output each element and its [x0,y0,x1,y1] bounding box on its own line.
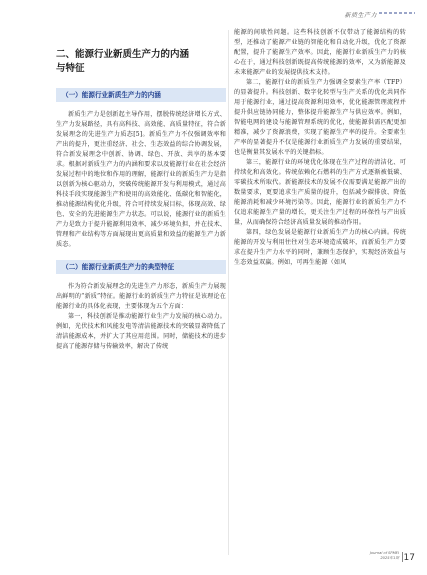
header-decoration [379,12,415,14]
journal-name: Journal of SPMEI [369,551,399,555]
column-divider [228,30,229,555]
section-heading-line2: 与特征 [56,63,85,74]
subheading-features: （二）能源行业新质生产力的典型特征 [56,260,226,274]
section-heading-line1: 二、能源行业新质生产力的内涵 [56,49,190,60]
paragraph: 第二，能源行业的新质生产力强调全要素生产率（TFP）的显著提升。科技创新、数字化转型与生产关系的优化共同作用于能源行业，通过提高资源利用效率，优化能源管理流程并提升供应链协同能力，整体提升能源生产与供应效率。例如，智能电网的建设与能源管理系统的优化，使能源供需匹配更加精准，减少了资源浪费，实现了能源生产率的提升。全要素生产率的显著提升不仅是能源行业新质生产力发展的重要结果，也是衡量其发展水平的关键指标。 [234,79,406,156]
paragraph: 作为符合新发展理念的先进生产力形态，新质生产力展现出鲜明的“新质”特征。能源行业的新质生产力特征是该理论在能源行业的具体化表现，主要体现为五个方面： [56,283,226,310]
paragraph: 能源的间歇性问题。这些科技创新不仅带动了能源结构的转型，还推动了能源产业链的智能化和自动化升级，优化了资源配置，提升了能源生产效率。因此，能源行业新质生产力的核心在于，通过科技创新既提高传统能源的效率，又为新能源及未来能源产业的发展提供技术支持。 [234,29,406,76]
paragraph: 第四，绿色发展是能源行业新质生产力的核心内涵。传统能源的开发与利用往往对生态环境造成破坏，而新质生产力要求在提升生产力水平的同时，兼顾生态保护，实现经济效益与生态效益双赢。例如，可再生能源（如风 [234,229,406,266]
journal-section-title: 新质生产力 [344,12,377,19]
page-number: 17 [403,553,415,563]
subheading-connotation: （一）能源行业新质生产力的内涵 [56,88,226,102]
journal-issue: 2025年1期 [380,556,399,560]
journal-footer [370,551,399,561]
right-column [234,28,406,268]
paragraph: 新质生产力是创新起主导作用，摆脱传统经济增长方式、生产力发展路径，具有高科技、高效能、高质量特征，符合新发展理念的先进生产力质态[5]。新质生产力不仅强调效率和产出的提升，更注重经济、社会、生态效益的综合协调发展，符合新发展理念中创新、协调、绿色、开放、共享的基本要求。根据对新质生产力的内涵和要求以及能源行业在社会经济发展过程中的地位和作用的理解，能源行业的新质生产力是指以创新为核心驱动力，突破传统能源开发与利用模式，通过高科技手段实现能源生产和使用的高效能化、低碳化和智能化，推动能源结构优化升级，符合可持续发展目标，体现高效、绿色、安全的先进能源生产力状态。可以说，能源行业的新质生产力是致力于提升能源利用效率、减少环境负担，并在技术、管理和产业结构等方面展现出更高质量和效益的能源生产力新质态。 [56,111,226,248]
paragraph: 第一，科技创新是推动能源行业生产力发展的核心动力。例如，光伏技术和风能发电等清洁能源技术的突破显著降低了清洁能源成本，并扩大了其应用范围。同时，储能技术的进步提高了能源存储与传输效率，解决了传统 [56,313,226,350]
paragraph: 第三，能源行业的环境优化体现在生产过程的清洁化、可持续化和高效化。传统依赖化石燃料的生产方式逐渐被低碳、零碳技术所取代。新能源技术的发展不仅需要满足能源产出的数量要求，更要追求生产质量的提升，包括减少碳排放、降低能源消耗和减少环境污染等。因此，能源行业的新质生产力不仅追求能源生产量的增长，更关注生产过程的环保性与产出质量，从而确保符合经济高质量发展的推动作用。 [234,159,406,226]
left-column [56,28,226,352]
page-header [0,0,427,26]
section-heading [56,48,226,76]
